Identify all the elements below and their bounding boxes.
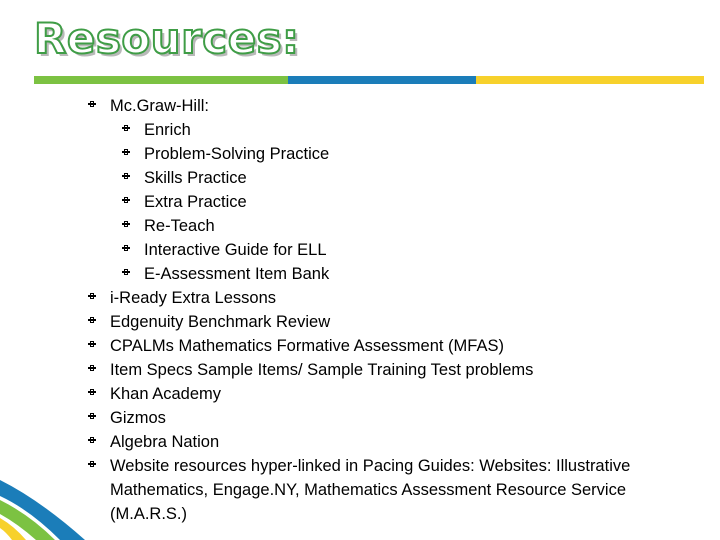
bullet-icon	[122, 147, 130, 155]
list-item: Algebra Nation	[88, 430, 698, 454]
title-underline-blue	[288, 76, 476, 84]
sub-list-item: Skills Practice	[122, 166, 698, 190]
sub-list-item: Problem-Solving Practice	[122, 142, 698, 166]
bullet-icon	[122, 171, 130, 179]
bullet-icon	[88, 99, 96, 107]
sub-list-item: Extra Practice	[122, 190, 698, 214]
bullet-icon	[88, 411, 96, 419]
corner-swoosh-decoration	[0, 430, 110, 540]
page-title: Resources:	[34, 14, 300, 63]
bullet-icon	[88, 315, 96, 323]
title-underline-green	[34, 76, 288, 84]
list-item: CPALMs Mathematics Formative Assessment (MFAS)	[88, 334, 698, 358]
bullet-icon	[88, 363, 96, 371]
list-item: Gizmos	[88, 406, 698, 430]
bullet-icon	[122, 123, 130, 131]
list-item: Item Specs Sample Items/ Sample Training Test problems	[88, 358, 698, 382]
list-item: i-Ready Extra Lessons	[88, 286, 698, 310]
list-item-websites: Website resources hyper-linked in Pacing Guides: Websites: Illustrative Mathematics, Engage.NY, Mathematics Assessment Resource Service (M.A.R.S.)	[88, 454, 698, 526]
list-item: Edgenuity Benchmark Review	[88, 310, 698, 334]
list-item: Khan Academy	[88, 382, 698, 406]
sub-list-item: E-Assessment Item Bank	[122, 262, 698, 286]
resources-list	[88, 94, 698, 526]
bullet-icon	[88, 291, 96, 299]
bullet-icon	[122, 267, 130, 275]
title-underline-yellow	[476, 76, 704, 84]
bullet-icon	[88, 387, 96, 395]
bullet-icon	[122, 195, 130, 203]
list-item-mcgraw-hill: Mc.Graw-Hill:	[88, 94, 698, 118]
bullet-icon	[122, 243, 130, 251]
sub-list-item: Interactive Guide for ELL	[122, 238, 698, 262]
bullet-icon	[88, 339, 96, 347]
bullet-icon	[122, 219, 130, 227]
sub-list-item: Enrich	[122, 118, 698, 142]
sub-list-item: Re-Teach	[122, 214, 698, 238]
